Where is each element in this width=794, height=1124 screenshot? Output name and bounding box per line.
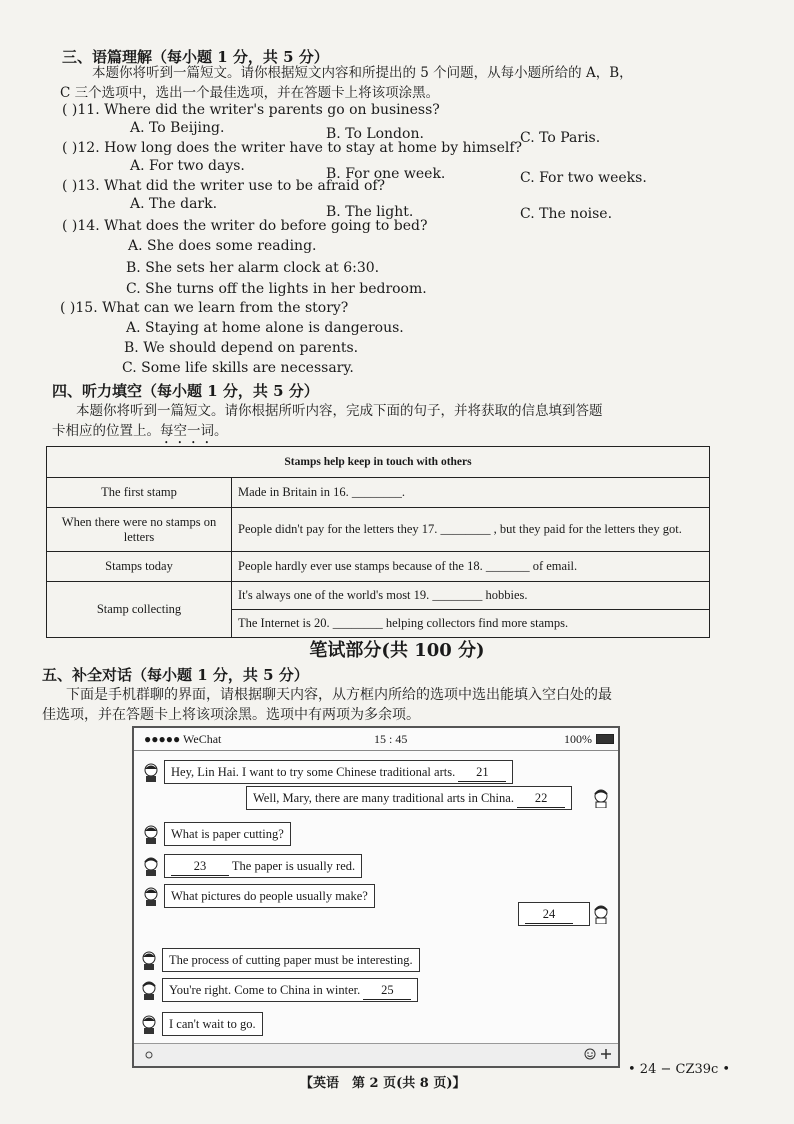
question-12: ( )12. How long does the writer have to stay at home by himself? [62,140,523,156]
message-pictures-question [164,884,375,908]
q11-option-c: C. To Paris. [520,130,601,146]
row-no-stamps-label: When there were no stamps on letters [47,508,232,552]
battery-icon [596,734,614,744]
row-first-stamp-label: The first stamp [47,478,232,508]
page-number: 【英语 第 2 页(共 8 页)】 [300,1076,466,1091]
message-21-text: Hey, Lin Hai. I want to try some Chinese traditional arts. [171,765,456,779]
message-21 [164,760,513,784]
section4-instruction-line2 [52,422,712,447]
row-collecting-text-a: It's always one of the world's most 19. ________ hobbies. [232,582,710,610]
section3-instruction-line1: 本题你将听到一篇短文。请你根据短文内容和所提出的 5 个问题，从每小题所给的 A，B， [92,65,633,81]
question-15: ( )15. What can we learn from the story? [60,300,349,316]
q11-option-b: B. To London. [326,126,424,142]
lin-hai-avatar-icon [140,980,158,1000]
message-22-text: Well, Mary, there are many traditional arts in China. [253,791,514,805]
message-cant-wait [162,1012,263,1036]
mary-avatar-icon [140,950,158,970]
row-no-stamps-text: People didn't pay for the letters they 17. ________ , but they paid for the letters they got. [232,508,710,552]
section5-title: 五、补全对话（每小题 1 分，共 5 分） [42,666,309,684]
message-23 [164,854,362,878]
wechat-phone-screen [132,726,620,1068]
mary-avatar-icon [140,1014,158,1034]
row-first-stamp-text: Made in Britain in 16. ________. [232,478,710,508]
blank-25: 25 [363,981,411,1000]
stamps-table [46,446,710,638]
emoji-icon[interactable] [584,1048,596,1060]
lin-hai-avatar-icon [592,904,610,924]
blank-23: 23 [171,857,229,876]
exam-code: • 24 − CZ39c • [628,1062,731,1077]
question-11: ( )11. Where did the writer's parents go on business? [62,102,440,118]
question-14: ( )14. What does the writer do before going to bed? [62,218,428,234]
add-icon[interactable] [600,1048,612,1060]
message-cant-wait-text: I can't wait to go. [169,1017,256,1031]
voice-icon[interactable] [144,1050,154,1060]
message-23-text: The paper is usually red. [231,859,356,873]
section3-instruction-line2: C 三个选项中，选出一个最佳选项，并在答题卡上将该项涂黑。 [60,85,440,101]
mary-avatar-icon [142,762,160,782]
lin-hai-avatar-icon [592,788,610,808]
q12-option-c: C. For two weeks. [520,170,647,186]
q15-option-a: A. Staying at home alone is dangerous. [126,320,404,336]
section4-instruction-line1: 本题你将听到一篇短文。请你根据所听内容，完成下面的句子，并将获取的信息填到答题 [76,403,603,419]
carrier-label: ●●●●● WeChat [144,732,222,746]
message-process-interesting-text: The process of cutting paper must be interesting. [169,953,413,967]
section5-instruction-line1: 下面是手机群聊的界面，请根据聊天内容，从方框内所给的选项中选出能填入空白处的最 [66,687,612,703]
q13-option-c: C. The noise. [520,206,613,222]
row-collecting-text-b: The Internet is 20. ________ helping collectors find more stamps. [232,610,710,638]
mary-avatar-icon [142,824,160,844]
q13-option-a: A. The dark. [130,196,218,212]
message-25 [162,978,418,1002]
q14-option-c: C. She turns off the lights in her bedroom. [126,281,427,297]
blank-22: 22 [517,789,565,808]
lin-hai-avatar-icon [142,856,160,876]
q14-option-b: B. She sets her alarm clock at 6:30. [126,260,380,276]
message-pictures-question-text: What pictures do people usually make? [171,889,368,903]
section4-instruction-pre: 卡相应的位置上。 [52,423,160,439]
section4-title: 四、听力填空（每小题 1 分，共 5 分） [52,382,319,400]
row-collecting-label: Stamp collecting [47,582,232,638]
q11-option-a: A. To Beijing. [130,120,225,136]
message-paper-cutting-question-text: What is paper cutting? [171,827,284,841]
question-13: ( )13. What did the writer use to be afraid of? [62,178,386,194]
mary-avatar-icon [142,886,160,906]
message-22 [246,786,572,810]
q13-option-b: B. The light. [326,204,414,220]
clock: 15 : 45 [374,732,408,746]
blank-21: 21 [458,763,506,782]
message-process-interesting [162,948,420,972]
q12-option-a: A. For two days. [130,158,245,174]
stamps-table-header: Stamps help keep in touch with others [47,447,710,478]
message-paper-cutting-question [164,822,291,846]
section5-instruction-line2: 佳选项，并在答题卡上将该项涂黑。选项中有两项为多余项。 [42,707,420,723]
blank-24: 24 [525,905,573,924]
q15-option-b: B. We should depend on parents. [124,340,359,356]
message-25-text: You're right. Come to China in winter. [169,983,361,997]
status-bar [134,728,618,751]
row-stamps-today-label: Stamps today [47,552,232,582]
message-24 [518,902,590,926]
q14-option-a: A. She does some reading. [128,238,317,254]
battery-percent: 100% [564,732,592,746]
row-stamps-today-text: People hardly ever use stamps because of the 18. _______ of email. [232,552,710,582]
q12-option-b: B. For one week. [326,166,446,182]
section4-instruction-emphasis: 每空一词 [160,423,214,439]
q15-option-c: C. Some life skills are necessary. [122,360,354,376]
written-part-title: 笔试部分(共 100 分) [309,640,485,661]
section3-title: 三、语篇理解（每小题 1 分，共 5 分） [62,48,329,66]
section4-instruction-post: 。 [214,423,228,439]
chat-input-bar [134,1043,618,1066]
